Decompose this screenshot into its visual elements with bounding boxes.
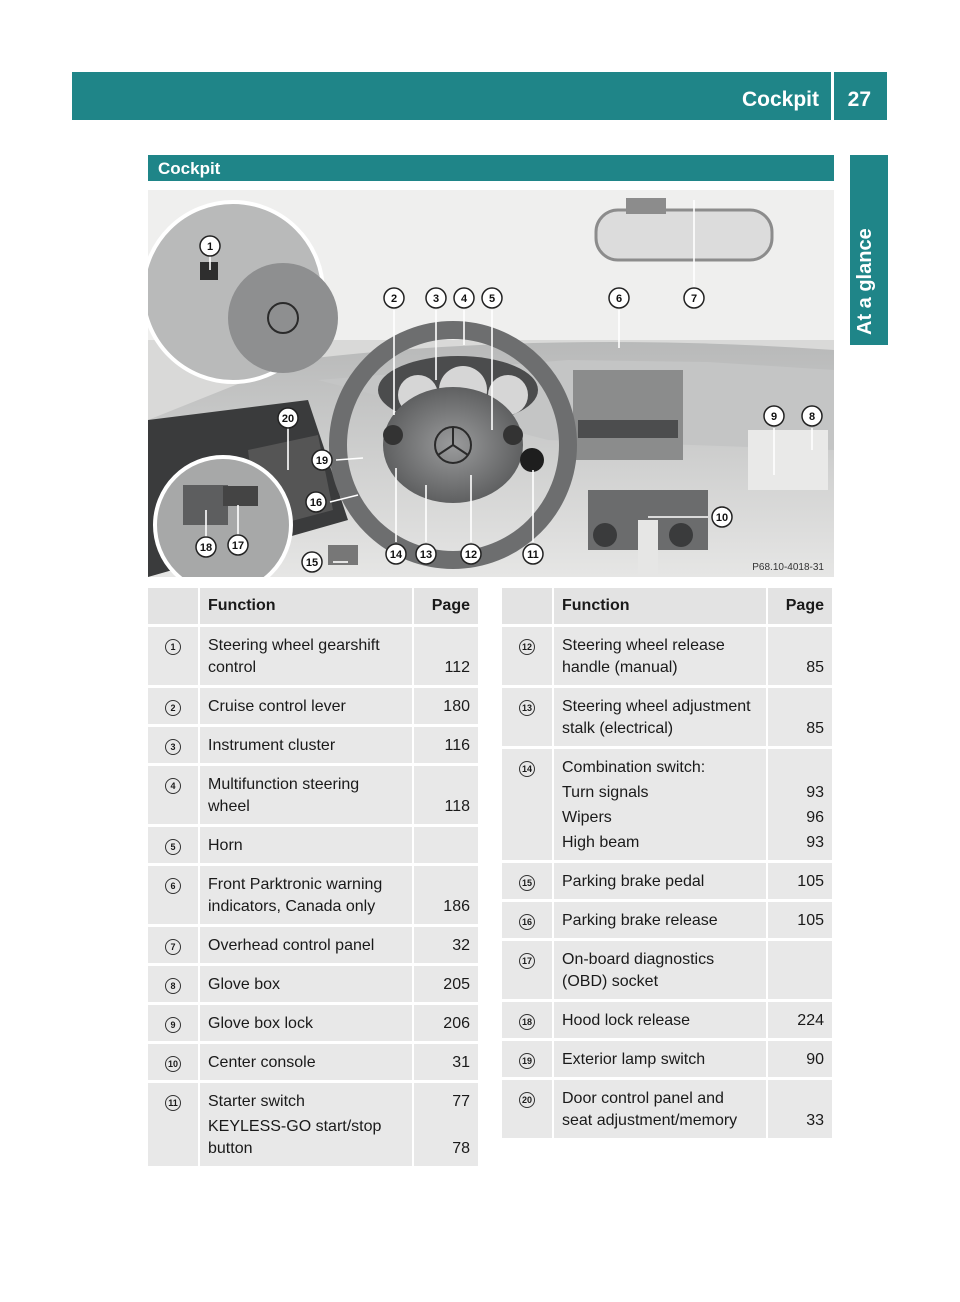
row-number	[148, 766, 200, 824]
row-page: 112	[414, 627, 480, 685]
circled-number-icon: 9	[165, 1017, 181, 1033]
left-table-body	[148, 627, 480, 1166]
page-number: 27	[847, 88, 871, 111]
svg-text:13: 13	[419, 549, 433, 561]
circled-number-icon: 19	[519, 1053, 535, 1069]
left-function-table	[148, 585, 480, 1169]
function-label: Door control panel and seat adjustment/memory	[562, 1090, 738, 1129]
sub-function-label: KEYLESS-GO start/stop button	[208, 1118, 382, 1157]
table-row	[502, 902, 834, 938]
svg-text:7: 7	[690, 293, 698, 305]
svg-text:12: 12	[464, 549, 478, 561]
circled-number-icon: 12	[519, 639, 535, 655]
row-number	[148, 1044, 200, 1080]
svg-text:10: 10	[715, 512, 729, 524]
function-label: Steering wheel adjustment stalk (electrical)	[562, 698, 751, 737]
table-row	[502, 749, 834, 860]
row-function	[200, 688, 414, 724]
svg-text:8: 8	[808, 411, 816, 423]
header-function: Function	[200, 588, 414, 624]
table-row	[148, 727, 480, 763]
section-bar	[148, 155, 834, 181]
function-label: Horn	[208, 837, 243, 854]
row-number	[502, 941, 554, 999]
svg-text:9: 9	[770, 411, 778, 423]
row-page: 180	[414, 688, 480, 724]
header-num	[148, 588, 200, 624]
cockpit-illustration	[148, 190, 834, 577]
table-row	[148, 927, 480, 963]
row-function	[200, 727, 414, 763]
svg-text:5: 5	[488, 293, 496, 305]
svg-text:18: 18	[199, 542, 213, 554]
table-row	[148, 766, 480, 824]
row-function	[200, 1083, 414, 1166]
circled-number-icon: 18	[519, 1014, 535, 1030]
circled-number-icon: 15	[519, 875, 535, 891]
table-row	[502, 688, 834, 746]
right-function-table	[502, 585, 834, 1141]
row-number	[502, 627, 554, 685]
sub-page-number: 78	[452, 1140, 470, 1157]
row-function	[554, 1080, 768, 1138]
circled-number-icon: 8	[165, 978, 181, 994]
header-num	[502, 588, 554, 624]
row-function	[200, 1005, 414, 1041]
table-row	[148, 1083, 480, 1166]
svg-text:14: 14	[389, 549, 403, 561]
circled-number-icon: 10	[165, 1056, 181, 1072]
row-page: 90	[768, 1041, 834, 1077]
function-label: Hood lock release	[562, 1012, 691, 1029]
row-page: 85	[768, 688, 834, 746]
row-function	[200, 927, 414, 963]
sub-function-label: Turn signals	[562, 784, 649, 801]
row-function	[200, 627, 414, 685]
sub-page-number: 93	[806, 784, 824, 801]
table-row	[148, 627, 480, 685]
row-number	[148, 966, 200, 1002]
row-function	[554, 902, 768, 938]
row-function	[554, 1041, 768, 1077]
function-label: Combination switch:	[562, 759, 706, 776]
table-row	[502, 941, 834, 999]
row-page: 118	[414, 766, 480, 824]
table-row	[148, 1044, 480, 1080]
row-number	[148, 688, 200, 724]
row-number	[502, 1002, 554, 1038]
table-header-row	[502, 588, 834, 624]
header-page: Page	[414, 588, 480, 624]
function-label: Glove box lock	[208, 1015, 313, 1032]
row-page	[768, 941, 834, 999]
circled-number-icon: 17	[519, 953, 535, 969]
callout-1: 1	[206, 241, 214, 253]
table-row	[148, 866, 480, 924]
row-page	[414, 827, 480, 863]
svg-text:19: 19	[315, 455, 329, 467]
row-page: 33	[768, 1080, 834, 1138]
row-function	[554, 863, 768, 899]
row-number	[148, 727, 200, 763]
row-page	[768, 749, 834, 860]
circled-number-icon: 11	[165, 1095, 181, 1111]
function-label: Instrument cluster	[208, 737, 336, 754]
circled-number-icon: 14	[519, 761, 535, 777]
sub-function-label: Wipers	[562, 809, 612, 826]
function-label: Front Parktronic warning indicators, Canada only	[208, 876, 383, 915]
circled-number-icon: 1	[165, 639, 181, 655]
table-row	[502, 1002, 834, 1038]
row-page: 105	[768, 902, 834, 938]
row-number	[502, 902, 554, 938]
function-label: Parking brake pedal	[562, 873, 705, 890]
function-label: Steering wheel gearshift control	[208, 637, 380, 676]
row-page: 116	[414, 727, 480, 763]
header-title: Cockpit	[741, 88, 819, 111]
section-title: Cockpit	[158, 159, 221, 178]
row-number	[148, 1005, 200, 1041]
table-row	[148, 827, 480, 863]
svg-text:16: 16	[309, 497, 323, 509]
table-row	[148, 1005, 480, 1041]
row-page	[414, 1083, 480, 1166]
row-number	[502, 863, 554, 899]
cockpit-drawing	[148, 190, 834, 577]
svg-text:2: 2	[390, 293, 398, 305]
table-row	[148, 688, 480, 724]
circled-number-icon: 7	[165, 939, 181, 955]
row-page: 186	[414, 866, 480, 924]
circled-number-icon: 4	[165, 778, 181, 794]
function-label: Glove box	[208, 976, 281, 993]
row-number	[502, 688, 554, 746]
row-page: 32	[414, 927, 480, 963]
right-table-body	[502, 627, 834, 1138]
image-caption: P68.10-4018-31	[752, 562, 824, 573]
table-row	[502, 1080, 834, 1138]
svg-text:3: 3	[432, 293, 440, 305]
function-label: On-board diagnostics (OBD) socket	[562, 951, 715, 990]
table-row	[148, 966, 480, 1002]
circled-number-icon: 13	[519, 700, 535, 716]
row-page: 31	[414, 1044, 480, 1080]
sub-page-number: 93	[806, 834, 824, 851]
function-label: Overhead control panel	[208, 937, 375, 954]
svg-text:11: 11	[527, 549, 539, 561]
page-number-cell	[776, 757, 824, 779]
header-function: Function	[554, 588, 768, 624]
page-number-cell: 77	[452, 1093, 470, 1110]
circled-number-icon: 16	[519, 914, 535, 930]
function-label: Steering wheel release handle (manual)	[562, 637, 725, 676]
circled-number-icon: 3	[165, 739, 181, 755]
row-number	[502, 1080, 554, 1138]
svg-text:20: 20	[281, 413, 295, 425]
function-label: Center console	[208, 1054, 316, 1071]
row-function	[554, 1002, 768, 1038]
row-number	[148, 927, 200, 963]
svg-text:15: 15	[305, 557, 319, 569]
row-function	[554, 941, 768, 999]
row-number	[148, 827, 200, 863]
row-function	[200, 766, 414, 824]
row-function	[200, 866, 414, 924]
svg-text:17: 17	[231, 540, 245, 552]
table-row	[502, 1041, 834, 1077]
row-page: 224	[768, 1002, 834, 1038]
page-header	[72, 72, 887, 120]
sub-page-number: 96	[806, 809, 824, 826]
row-page: 206	[414, 1005, 480, 1041]
row-number	[502, 749, 554, 860]
circled-number-icon: 2	[165, 700, 181, 716]
side-tab-label: At a glance	[854, 228, 876, 335]
row-page: 205	[414, 966, 480, 1002]
function-label: Cruise control lever	[208, 698, 346, 715]
row-number	[148, 1083, 200, 1166]
row-page: 85	[768, 627, 834, 685]
table-row	[502, 863, 834, 899]
svg-text:6: 6	[615, 293, 623, 305]
sub-function-label: High beam	[562, 834, 640, 851]
table-row	[502, 627, 834, 685]
function-label: Starter switch	[208, 1093, 305, 1110]
row-number	[502, 1041, 554, 1077]
header-divider	[831, 72, 834, 120]
circled-number-icon: 20	[519, 1092, 535, 1108]
header-page: Page	[768, 588, 834, 624]
row-function	[200, 827, 414, 863]
row-function	[554, 749, 768, 860]
table-header-row	[148, 588, 480, 624]
svg-text:4: 4	[460, 293, 468, 305]
circled-number-icon: 6	[165, 878, 181, 894]
circled-number-icon: 5	[165, 839, 181, 855]
function-label: Exterior lamp switch	[562, 1051, 706, 1068]
row-page: 105	[768, 863, 834, 899]
row-number	[148, 866, 200, 924]
row-function	[554, 627, 768, 685]
function-label: Parking brake release	[562, 912, 718, 929]
row-number	[148, 627, 200, 685]
row-function	[554, 688, 768, 746]
row-function	[200, 966, 414, 1002]
row-function	[200, 1044, 414, 1080]
function-label: Multifunction steering wheel	[208, 776, 360, 815]
